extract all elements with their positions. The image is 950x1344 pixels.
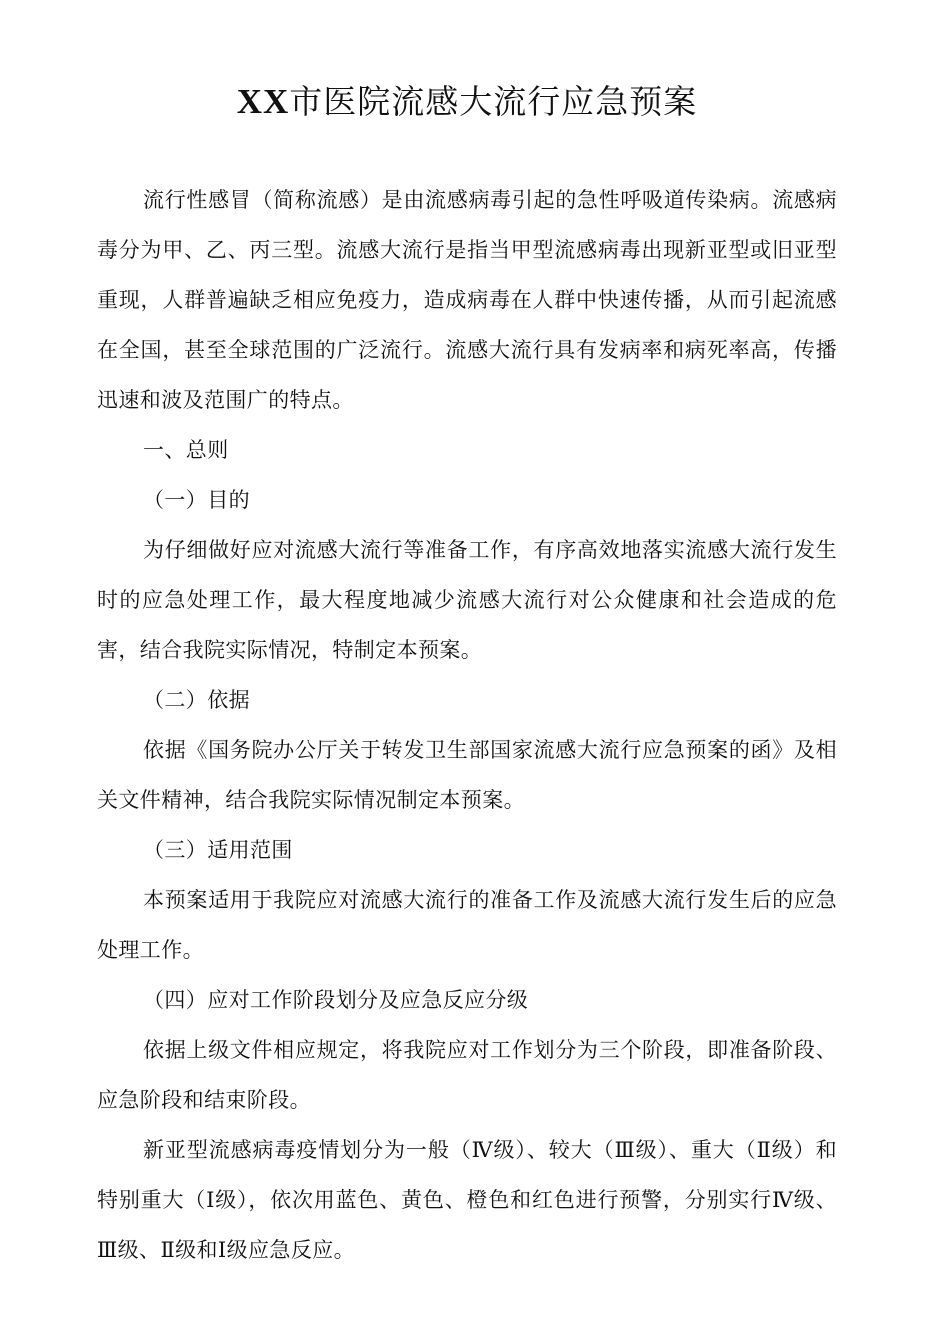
section-heading-general: 一、总则 bbox=[143, 438, 229, 462]
subsection-heading-basis: （二）依据 bbox=[143, 688, 250, 712]
purpose-paragraph: 为仔细做好应对流感大流行等准备工作，有序高效地落实流感大流行发生时的应急处理工作，最大程度地减少流感大流行对公众健康和社会造成的危害，结合我院实际情况，特制定本预案。 bbox=[97, 538, 837, 662]
intro-paragraph: 流行性感冒（简称流感）是由流感病毒引起的急性呼吸道传染病。流感病毒分为甲、乙、丙三型。流感大流行是指当甲型流感病毒出现新亚型或旧亚型重现，人群普遍缺乏相应免疫力，造成病毒在人群中快速传播，从而引起流感在全国，甚至全球范围的广泛流行。流感大流行具有发病率和病死率高，传播迅速和波及范围广的特点。 bbox=[97, 188, 837, 412]
scope-paragraph: 本预案适用于我院应对流感大流行的准备工作及流感大流行发生后的应急处理工作。 bbox=[97, 888, 837, 962]
document-body bbox=[97, 175, 837, 1275]
subsection-heading-stages: （四）应对工作阶段划分及应急反应分级 bbox=[143, 988, 529, 1012]
subsection-heading-purpose: （一）目的 bbox=[143, 488, 250, 512]
document-title bbox=[97, 76, 837, 128]
subsection-heading-scope: （三）适用范围 bbox=[143, 838, 293, 862]
title-prefix: XX bbox=[236, 82, 290, 121]
levels-paragraph: 新亚型流感病毒疫情划分为一般（Ⅳ级）、较大（Ⅲ级）、重大（Ⅱ级）和特别重大（Ⅰ级），依次用蓝色、黄色、橙色和红色进行预警，分别实行Ⅳ级、Ⅲ级、Ⅱ级和Ⅰ级应急反应。 bbox=[97, 1138, 837, 1262]
basis-paragraph: 依据《国务院办公厅关于转发卫生部国家流感大流行应急预案的函》及相关文件精神，结合我院实际情况制定本预案。 bbox=[97, 738, 837, 812]
title-main: 市医院流感大流行应急预案 bbox=[289, 82, 698, 121]
stages-paragraph: 依据上级文件相应规定，将我院应对工作划分为三个阶段，即准备阶段、应急阶段和结束阶段。 bbox=[97, 1038, 837, 1112]
